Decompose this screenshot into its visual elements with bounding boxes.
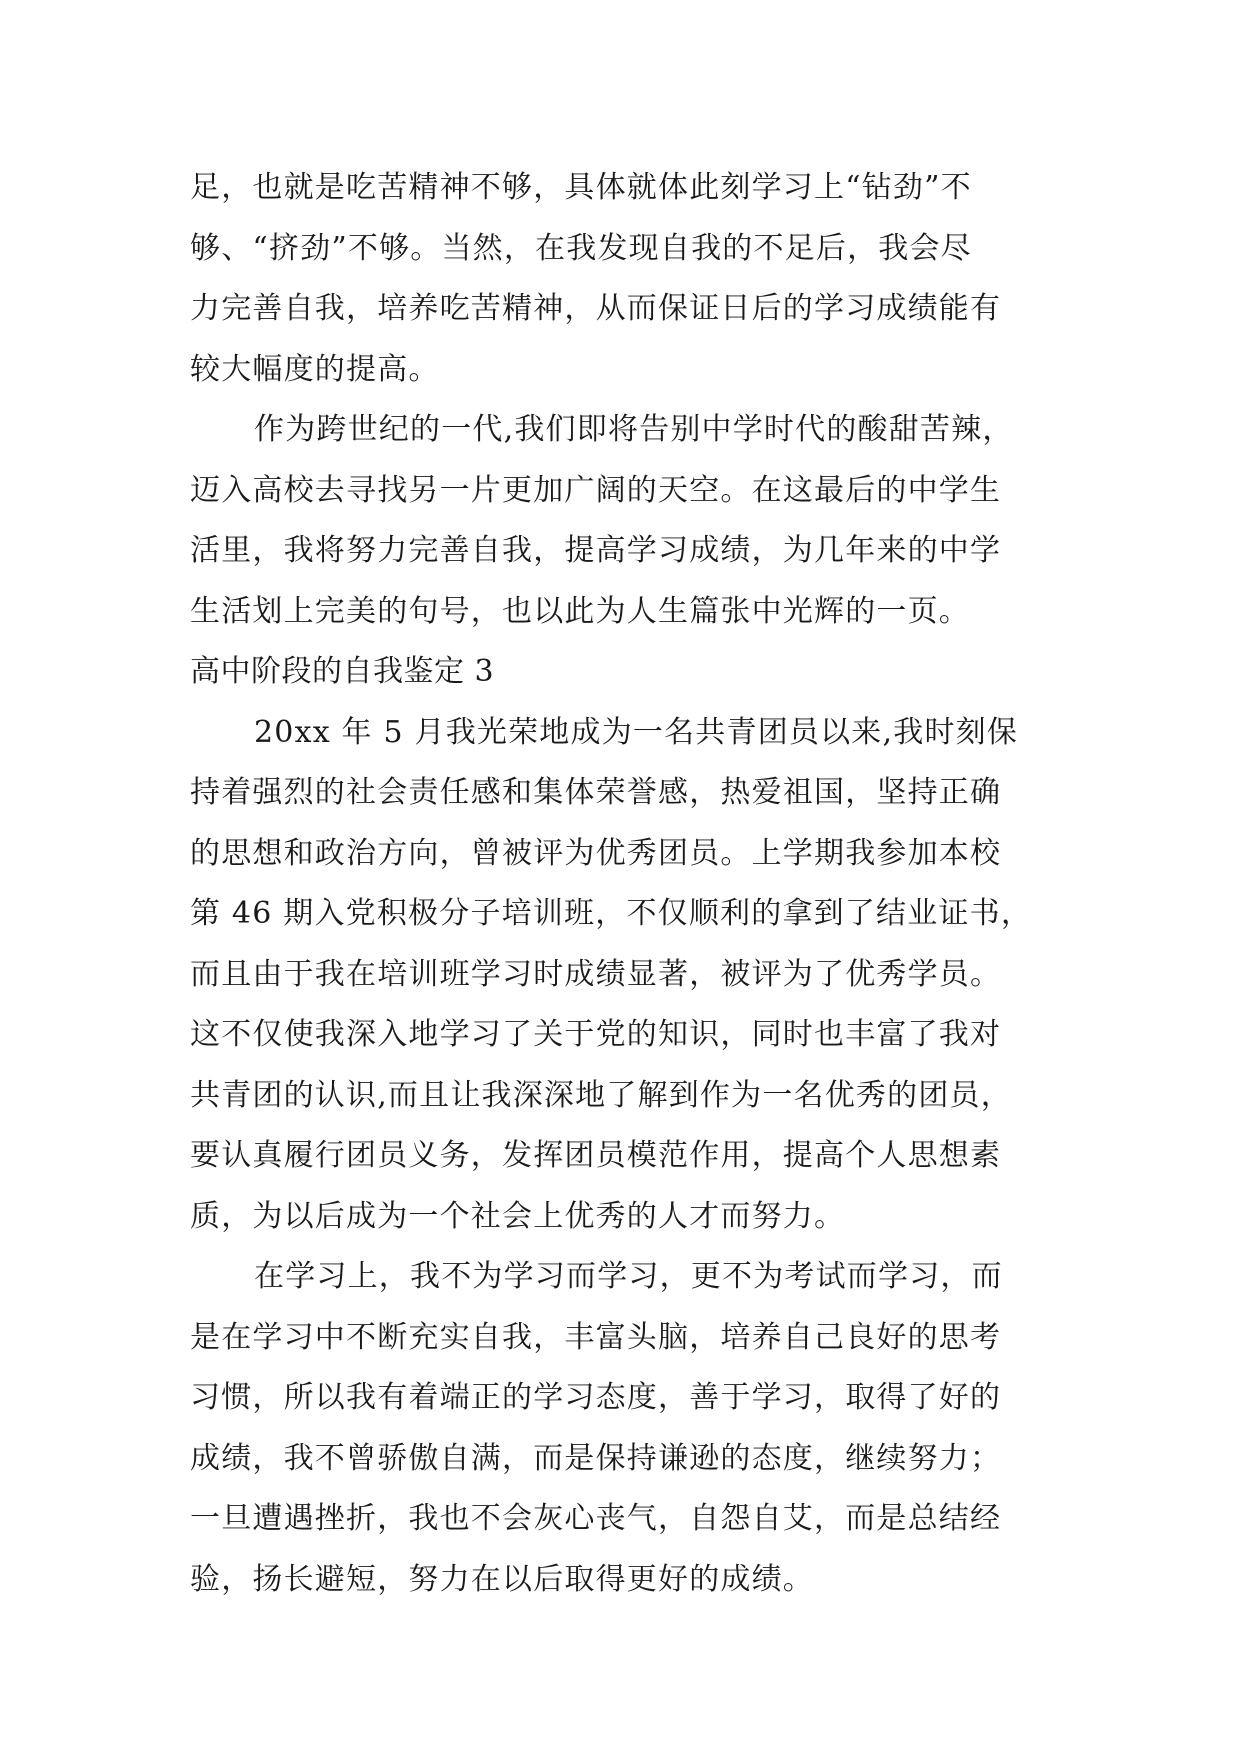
text-line: 要认真履行团员义务，发挥团员模范作用，提高个人思想素 xyxy=(190,1138,1002,1173)
text-line: 一旦遭遇挫折，我也不会灰心丧气，自怨自艾，而是总结经 xyxy=(190,1501,1002,1536)
text-line: 习惯，所以我有着端正的学习态度，善于学习，取得了好的 xyxy=(190,1380,1002,1415)
text-line: 持着强烈的社会责任感和集体荣誉感，热爱祖国，坚持正确 xyxy=(190,775,1002,810)
document-body xyxy=(190,158,1080,1610)
paragraph-2 xyxy=(190,400,1080,642)
text-line: 作为跨世纪的一代,我们即将告别中学时代的酸甜苦辣， xyxy=(254,412,1014,447)
text-line: 足，也就是吃苦精神不够，具体就体此刻学习上“钻劲”不 xyxy=(190,170,972,205)
text-line: 质，为以后成为一个社会上优秀的人才而努力。 xyxy=(190,1198,846,1234)
text-line: 而且由于我在培训班学习时成绩显著，被评为了优秀学员。 xyxy=(190,956,1002,992)
text-line: 在学习上，我不为学习而学习，更不为考试而学习，而 xyxy=(254,1259,1003,1294)
paragraph-3 xyxy=(190,703,1080,1248)
text-line: 这不仅使我深入地学习了关于党的知识，同时也丰富了我对 xyxy=(190,1017,1002,1052)
text-line: 够、“挤劲”不够。当然，在我发现自我的不足后，我会尽 xyxy=(190,230,972,266)
text-line: 20xx 年 5 月我光荣地成为一名共青团员以来,我时刻保 xyxy=(254,714,1019,750)
section-heading: 高中阶段的自我鉴定 3 xyxy=(190,654,495,689)
text-line: 活里，我将努力完善自我，提高学习成绩，为几年来的中学 xyxy=(190,533,1002,568)
text-line: 成绩，我不曾骄傲自满，而是保持谦逊的态度，继续努力； xyxy=(190,1440,1002,1476)
section-heading-block xyxy=(190,642,1080,703)
text-line: 迈入高校去寻找另一片更加广阔的天空。在这最后的中学生 xyxy=(190,472,1002,508)
text-line: 第 46 期入党积极分子培训班，不仅顺利的拿到了结业证书， xyxy=(190,896,1033,931)
text-line: 是在学习中不断充实自我，丰富头脑，培养自己良好的思考 xyxy=(190,1319,1002,1355)
text-line: 的思想和政治方向，曾被评为优秀团员。上学期我参加本校 xyxy=(190,835,1002,871)
text-line: 较大幅度的提高。 xyxy=(190,351,440,387)
text-line: 力完善自我，培养吃苦精神，从而保证日后的学习成绩能有 xyxy=(190,291,1002,326)
paragraph-4 xyxy=(190,1247,1080,1610)
paragraph-1 xyxy=(190,158,1080,400)
text-line: 共青团的认识,而且让我深深地了解到作为一名优秀的团员， xyxy=(190,1077,1012,1113)
text-line: 验，扬长避短，努力在以后取得更好的成绩。 xyxy=(190,1561,814,1597)
text-line: 生活划上完美的句号，也以此为人生篇张中光辉的一页。 xyxy=(190,593,970,629)
